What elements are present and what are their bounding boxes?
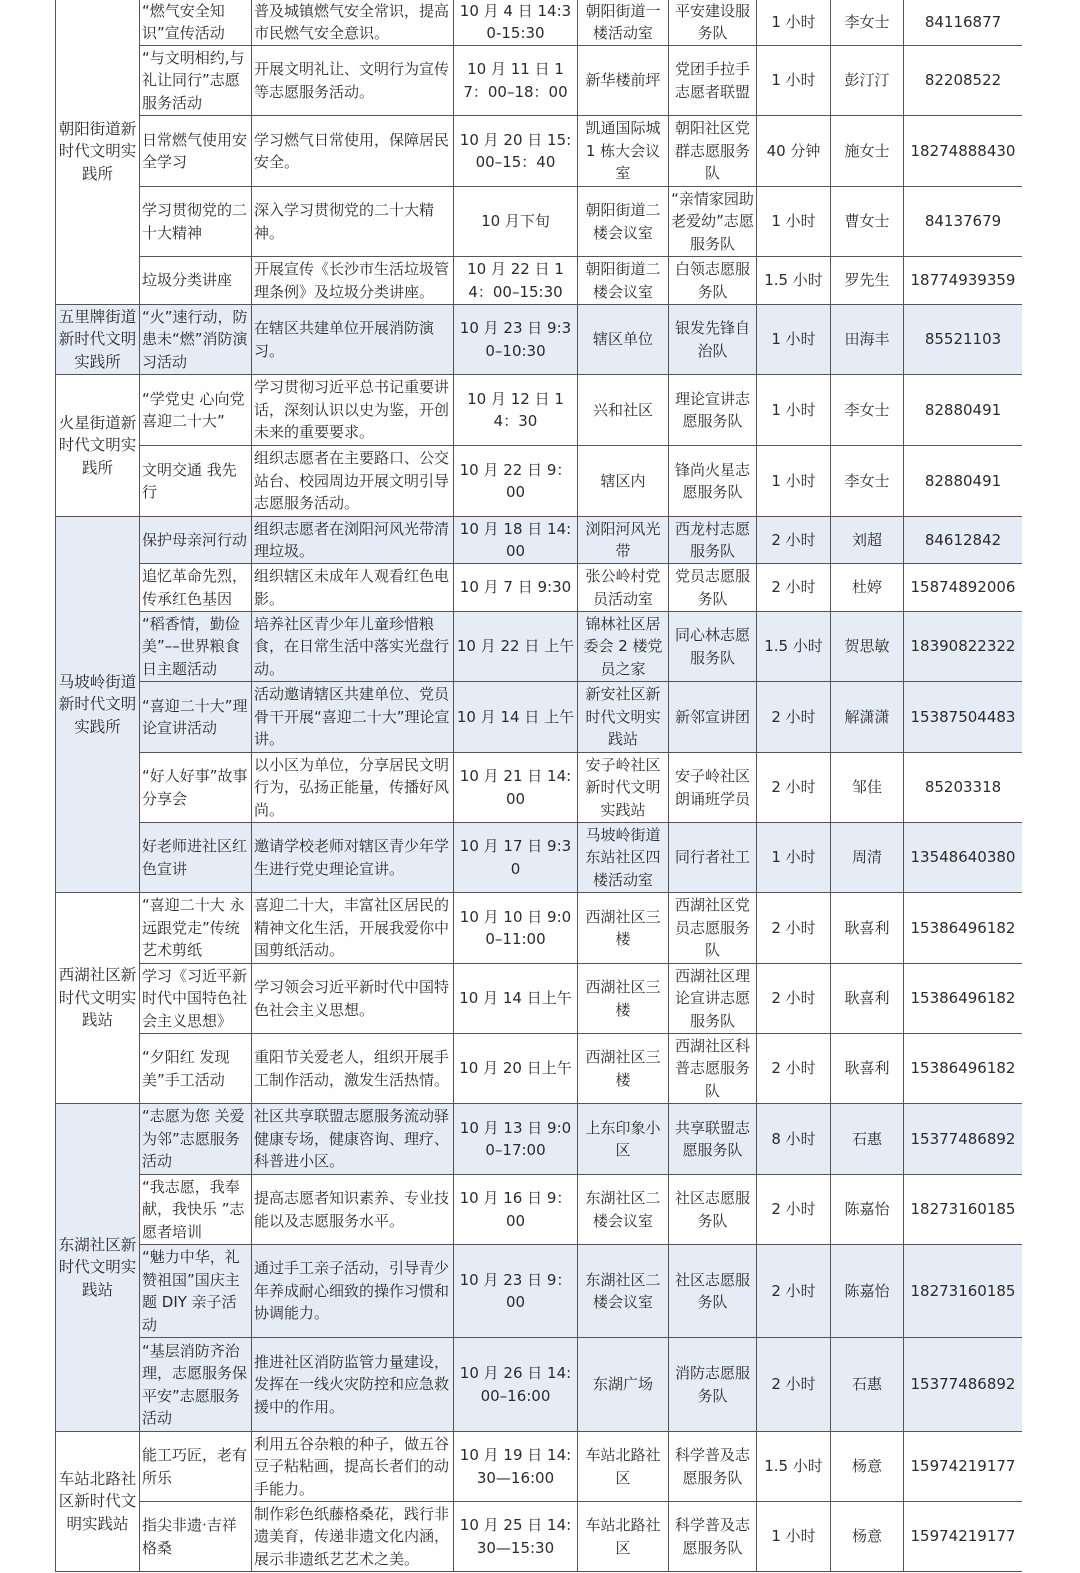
table-row (56, 1104, 1023, 1175)
table-row (56, 612, 1023, 682)
table-row (56, 1432, 1023, 1502)
activity-time: 10 月 18 日 14:00 (454, 517, 578, 564)
activity-name: “喜迎二十大”理论宣讲活动 (140, 682, 252, 753)
activity-place: 西湖社区三楼 (578, 893, 669, 964)
activity-duration: 1 小时 (757, 46, 831, 116)
activity-duration: 2 小时 (757, 964, 831, 1034)
contact-phone: 15386496182 (904, 1034, 1023, 1104)
table-row (56, 0, 1023, 46)
activity-duration: 1 小时 (757, 375, 831, 446)
activity-duration: 1.5 小时 (757, 1432, 831, 1502)
activity-duration: 1 小时 (757, 1502, 831, 1572)
activity-time: 10 月 26 日 14:00–16:00 (454, 1338, 578, 1432)
activity-time: 10 月 12 日 14：30 (454, 375, 578, 446)
activity-place: 西湖社区三楼 (578, 1034, 669, 1104)
service-team: “亲情家园助老爱幼”志愿服务队 (669, 187, 757, 257)
service-team: 银发先锋自治队 (669, 305, 757, 375)
activity-description: 学习领会习近平新时代中国特色社会主义思想。 (252, 964, 454, 1034)
contact-person: 曹女士 (831, 187, 904, 257)
contact-phone: 15377486892 (904, 1104, 1023, 1175)
activity-time: 10 月 20 日上午 (454, 1034, 578, 1104)
activity-place: 朝阳街道二楼会议室 (578, 257, 669, 305)
activity-place: 东湖社区二楼会议室 (578, 1245, 669, 1338)
contact-person: 石惠 (831, 1338, 904, 1432)
activity-name: 文明交通 我先行 (140, 446, 252, 517)
activity-description: 喜迎二十大，丰富社区居民的精神文化生活，开展我爱你中国剪纸活动。 (252, 893, 454, 964)
activity-time: 10 月 14 日上午 (454, 964, 578, 1034)
contact-person: 陈嘉怡 (831, 1175, 904, 1245)
service-team: 朝阳社区党群志愿服务队 (669, 116, 757, 187)
activity-description: 组织志愿者在浏阳河风光带清理垃圾。 (252, 517, 454, 564)
table-row (56, 187, 1023, 257)
activity-duration: 2 小时 (757, 682, 831, 753)
activity-name: “魅力中华，礼赞祖国”国庆主题 DIY 亲子活动 (140, 1245, 252, 1338)
activity-name: “燃气安全知识”宣传活动 (140, 0, 252, 46)
contact-phone: 18273160185 (904, 1175, 1023, 1245)
service-team: 同心林志愿服务队 (669, 612, 757, 682)
service-team: 党员志愿服务队 (669, 564, 757, 612)
activity-time: 10 月下旬 (454, 187, 578, 257)
contact-phone: 82880491 (904, 446, 1023, 517)
contact-person: 田海丰 (831, 305, 904, 375)
table-row (56, 46, 1023, 116)
activity-description: 邀请学校老师对辖区青少年学生进行党史理论宣讲。 (252, 823, 454, 893)
activity-time: 10 月 20 日 15:00–15：40 (454, 116, 578, 187)
service-team: 消防志愿服务队 (669, 1338, 757, 1432)
activity-duration: 2 小时 (757, 1034, 831, 1104)
service-team: 社区志愿服务队 (669, 1175, 757, 1245)
activity-place: 车站北路社区 (578, 1432, 669, 1502)
activity-description: 重阳节关爱老人，组织开展手工制作活动，激发生活热情。 (252, 1034, 454, 1104)
activity-duration: 2 小时 (757, 564, 831, 612)
activity-duration: 2 小时 (757, 1175, 831, 1245)
activity-name: “火”速行动，防患未“燃”消防演习活动 (140, 305, 252, 375)
activity-description: 社区共享联盟志愿服务流动驿健康专场，健康咨询、理疗、科普进小区。 (252, 1104, 454, 1175)
contact-phone: 82208522 (904, 46, 1023, 116)
contact-phone: 82880491 (904, 375, 1023, 446)
contact-phone: 15874892006 (904, 564, 1023, 612)
activity-place: 马坡岭街道东站社区四楼活动室 (578, 823, 669, 893)
activity-duration: 2 小时 (757, 753, 831, 823)
activity-description: 学习贯彻习近平总书记重要讲话，深刻认识以史为鉴，开创未来的重要要求。 (252, 375, 454, 446)
activity-description: 提高志愿者知识素养、专业技能以及志愿服务水平。 (252, 1175, 454, 1245)
activity-description: 开展宣传《长沙市生活垃圾管理条例》及垃圾分类讲座。 (252, 257, 454, 305)
table-row (56, 753, 1023, 823)
activity-place: 辖区内 (578, 446, 669, 517)
activity-time: 10 月 13 日 9:00–17:00 (454, 1104, 578, 1175)
service-team: 共享联盟志愿服务队 (669, 1104, 757, 1175)
contact-phone: 15974219177 (904, 1502, 1023, 1572)
service-team: 平安建设服务队 (669, 0, 757, 46)
table-row (56, 1502, 1023, 1572)
service-team: 西湖社区理论宣讲志愿服务队 (669, 964, 757, 1034)
activity-table (55, 0, 1022, 1572)
activity-place: 朝阳街道一楼活动室 (578, 0, 669, 46)
service-team: 安子岭社区朗诵班学员 (669, 753, 757, 823)
activity-time: 10 月 22 日 上午 (454, 612, 578, 682)
activity-name: “好人好事”故事分享会 (140, 753, 252, 823)
table-row (56, 116, 1023, 187)
table-row (56, 257, 1023, 305)
table-row (56, 823, 1023, 893)
contact-phone: 18774939359 (904, 257, 1023, 305)
activity-description: 培养社区青少年儿童珍惜粮食，在日常生活中落实光盘行动。 (252, 612, 454, 682)
activity-name: 保护母亲河行动 (140, 517, 252, 564)
practice-station-name: 马坡岭街道新时代文明实践所 (56, 517, 140, 893)
activity-duration: 2 小时 (757, 1338, 831, 1432)
activity-place: 安子岭社区新时代文明实践站 (578, 753, 669, 823)
contact-phone: 15386496182 (904, 964, 1023, 1034)
activity-name: “夕阳红 发现美”手工活动 (140, 1034, 252, 1104)
contact-person: 刘超 (831, 517, 904, 564)
activity-schedule (55, 0, 1022, 1573)
activity-description: 组织志愿者在主要路口、公交站台、校园周边开展文明引导志愿服务活动。 (252, 446, 454, 517)
activity-name: 指尖非遗·吉祥格桑 (140, 1502, 252, 1572)
activity-name: 学习《习近平新时代中国特色社会主义思想》 (140, 964, 252, 1034)
activity-place: 兴和社区 (578, 375, 669, 446)
contact-person: 李女士 (831, 375, 904, 446)
contact-phone: 84612842 (904, 517, 1023, 564)
practice-station-name: 西湖社区新时代文明实践站 (56, 893, 140, 1104)
activity-time: 10 月 23 日 9:30–10:30 (454, 305, 578, 375)
table-row (56, 517, 1023, 564)
activity-name: 学习贯彻党的二十大精神 (140, 187, 252, 257)
contact-phone: 15387504483 (904, 682, 1023, 753)
activity-description: 普及城镇燃气安全常识，提高市民燃气安全意识。 (252, 0, 454, 46)
activity-place: 凯通国际城 1 栋大会议室 (578, 116, 669, 187)
activity-duration: 1 小时 (757, 305, 831, 375)
contact-phone: 84137679 (904, 187, 1023, 257)
activity-time: 10 月 25 日 14:30—15:30 (454, 1502, 578, 1572)
activity-time: 10 月 4 日 14:30-15:30 (454, 0, 578, 46)
contact-person: 彭汀汀 (831, 46, 904, 116)
activity-name: 好老师进社区红色宣讲 (140, 823, 252, 893)
activity-place: 东湖广场 (578, 1338, 669, 1432)
activity-time: 10 月 22 日 14：00–15:30 (454, 257, 578, 305)
activity-name: “我志愿，我奉献，我快乐 ”志愿者培训 (140, 1175, 252, 1245)
activity-description: 学习燃气日常使用，保障居民安全。 (252, 116, 454, 187)
table-row (56, 1338, 1023, 1432)
activity-duration: 2 小时 (757, 517, 831, 564)
activity-description: 利用五谷杂粮的种子，做五谷豆子粘粘画，提高长者们的动手能力。 (252, 1432, 454, 1502)
activity-duration: 40 分钟 (757, 116, 831, 187)
activity-place: 浏阳河风光带 (578, 517, 669, 564)
contact-person: 石惠 (831, 1104, 904, 1175)
contact-person: 耿喜利 (831, 1034, 904, 1104)
activity-name: 能工巧匠，老有所乐 (140, 1432, 252, 1502)
practice-station-name: 五里牌街道新时代文明实践所 (56, 305, 140, 375)
contact-phone: 15377486892 (904, 1338, 1023, 1432)
table-row (56, 1175, 1023, 1245)
table-row (56, 1245, 1023, 1338)
contact-person: 陈嘉怡 (831, 1245, 904, 1338)
activity-description: 组织辖区未成年人观看红色电影。 (252, 564, 454, 612)
activity-name: “与文明相约,与礼让同行”志愿服务活动 (140, 46, 252, 116)
table-row (56, 564, 1023, 612)
contact-person: 贺思敏 (831, 612, 904, 682)
activity-place: 新华楼前坪 (578, 46, 669, 116)
activity-duration: 1 小时 (757, 823, 831, 893)
activity-description: 通过手工亲子活动，引导青少年养成耐心细致的操作习惯和协调能力。 (252, 1245, 454, 1338)
activity-duration: 1 小时 (757, 446, 831, 517)
table-row (56, 446, 1023, 517)
activity-time: 10 月 21 日 14:00 (454, 753, 578, 823)
contact-phone: 15974219177 (904, 1432, 1023, 1502)
activity-name: “学党史 心向党 喜迎二十大” (140, 375, 252, 446)
practice-station-name: 火星街道新时代文明实践所 (56, 375, 140, 517)
activity-name: “喜迎二十大 永远跟党走”传统艺术剪纸 (140, 893, 252, 964)
activity-description: 开展文明礼让、文明行为宣传等志愿服务活动。 (252, 46, 454, 116)
contact-phone: 15386496182 (904, 893, 1023, 964)
activity-time: 10 月 14 日 上午 (454, 682, 578, 753)
activity-name: “稻香情，勤俭美”––世界粮食日主题活动 (140, 612, 252, 682)
activity-duration: 1.5 小时 (757, 257, 831, 305)
activity-time: 10 月 11 日 17：00–18：00 (454, 46, 578, 116)
service-team: 新邻宣讲团 (669, 682, 757, 753)
service-team: 西湖社区科普志愿服务队 (669, 1034, 757, 1104)
activity-place: 锦林社区居委会 2 楼党员之家 (578, 612, 669, 682)
activity-description: 深入学习贯彻党的二十大精神。 (252, 187, 454, 257)
table-row (56, 682, 1023, 753)
activity-time: 10 月 22 日 9：00 (454, 446, 578, 517)
activity-place: 新安社区新时代文明实践站 (578, 682, 669, 753)
activity-description: 制作彩色纸藤格桑花，践行非遗美育，传递非遗文化内涵，展示非遗纸艺艺术之美。 (252, 1502, 454, 1572)
contact-person: 李女士 (831, 446, 904, 517)
service-team: 党团手拉手志愿者联盟 (669, 46, 757, 116)
contact-phone: 85203318 (904, 753, 1023, 823)
contact-phone: 18274888430 (904, 116, 1023, 187)
service-team: 社区志愿服务队 (669, 1245, 757, 1338)
activity-place: 辖区单位 (578, 305, 669, 375)
contact-person: 邹佳 (831, 753, 904, 823)
contact-person: 杜婷 (831, 564, 904, 612)
contact-phone: 85521103 (904, 305, 1023, 375)
activity-duration: 2 小时 (757, 1245, 831, 1338)
service-team: 白领志愿服务队 (669, 257, 757, 305)
activity-duration: 1 小时 (757, 0, 831, 46)
activity-description: 推进社区消防监管力量建设，发挥在一线火灾防控和应急救援中的作用。 (252, 1338, 454, 1432)
activity-name: 追忆革命先烈，传承红色基因 (140, 564, 252, 612)
contact-phone: 84116877 (904, 0, 1023, 46)
table-row (56, 1034, 1023, 1104)
contact-person: 施女士 (831, 116, 904, 187)
service-team: 科学普及志愿服务队 (669, 1502, 757, 1572)
table-row (56, 964, 1023, 1034)
activity-name: 垃圾分类讲座 (140, 257, 252, 305)
activity-time: 10 月 17 日 9:30 (454, 823, 578, 893)
activity-place: 车站北路社区 (578, 1502, 669, 1572)
activity-name: 日常燃气使用安全学习 (140, 116, 252, 187)
activity-place: 张公岭村党员活动室 (578, 564, 669, 612)
table-row (56, 375, 1023, 446)
service-team: 西湖社区党员志愿服务队 (669, 893, 757, 964)
activity-duration: 2 小时 (757, 893, 831, 964)
contact-person: 罗先生 (831, 257, 904, 305)
activity-time: 10 月 10 日 9:00–11:00 (454, 893, 578, 964)
activity-duration: 8 小时 (757, 1104, 831, 1175)
service-team: 科学普及志愿服务队 (669, 1432, 757, 1502)
activity-place: 朝阳街道二楼会议室 (578, 187, 669, 257)
activity-description: 在辖区共建单位开展消防演习。 (252, 305, 454, 375)
contact-person: 耿喜利 (831, 893, 904, 964)
contact-person: 李女士 (831, 0, 904, 46)
service-team: 锋尚火星志愿服务队 (669, 446, 757, 517)
activity-duration: 1.5 小时 (757, 612, 831, 682)
activity-description: 以小区为单位，分享居民文明行为，弘扬正能量，传播好风尚。 (252, 753, 454, 823)
table-row (56, 893, 1023, 964)
contact-phone: 18390822322 (904, 612, 1023, 682)
activity-description: 活动邀请辖区共建单位、党员骨干开展“喜迎二十大”理论宣讲。 (252, 682, 454, 753)
service-team: 同行者社工 (669, 823, 757, 893)
activity-duration: 1 小时 (757, 187, 831, 257)
activity-time: 10 月 7 日 9:30 (454, 564, 578, 612)
service-team: 理论宣讲志愿服务队 (669, 375, 757, 446)
activity-time: 10 月 23 日 9：00 (454, 1245, 578, 1338)
activity-place: 东湖社区二楼会议室 (578, 1175, 669, 1245)
table-row (56, 305, 1023, 375)
contact-phone: 18273160185 (904, 1245, 1023, 1338)
activity-place: 上东印象小区 (578, 1104, 669, 1175)
activity-time: 10 月 16 日 9：00 (454, 1175, 578, 1245)
contact-person: 杨意 (831, 1432, 904, 1502)
contact-person: 耿喜利 (831, 964, 904, 1034)
contact-person: 杨意 (831, 1502, 904, 1572)
activity-name: “基层消防齐治理，志愿服务保平安”志愿服务活动 (140, 1338, 252, 1432)
contact-person: 解潇潇 (831, 682, 904, 753)
contact-person: 周清 (831, 823, 904, 893)
service-team: 西龙村志愿服务队 (669, 517, 757, 564)
contact-phone: 13548640380 (904, 823, 1023, 893)
practice-station-name: 东湖社区新时代文明实践站 (56, 1104, 140, 1432)
practice-station-name: 车站北路社区新时代文明实践站 (56, 1432, 140, 1572)
practice-station-name: 朝阳街道新时代文明实践所 (56, 0, 140, 305)
activity-time: 10 月 19 日 14:30—16:00 (454, 1432, 578, 1502)
activity-name: “志愿为您 关爱为邻”志愿服务活动 (140, 1104, 252, 1175)
activity-place: 西湖社区三楼 (578, 964, 669, 1034)
